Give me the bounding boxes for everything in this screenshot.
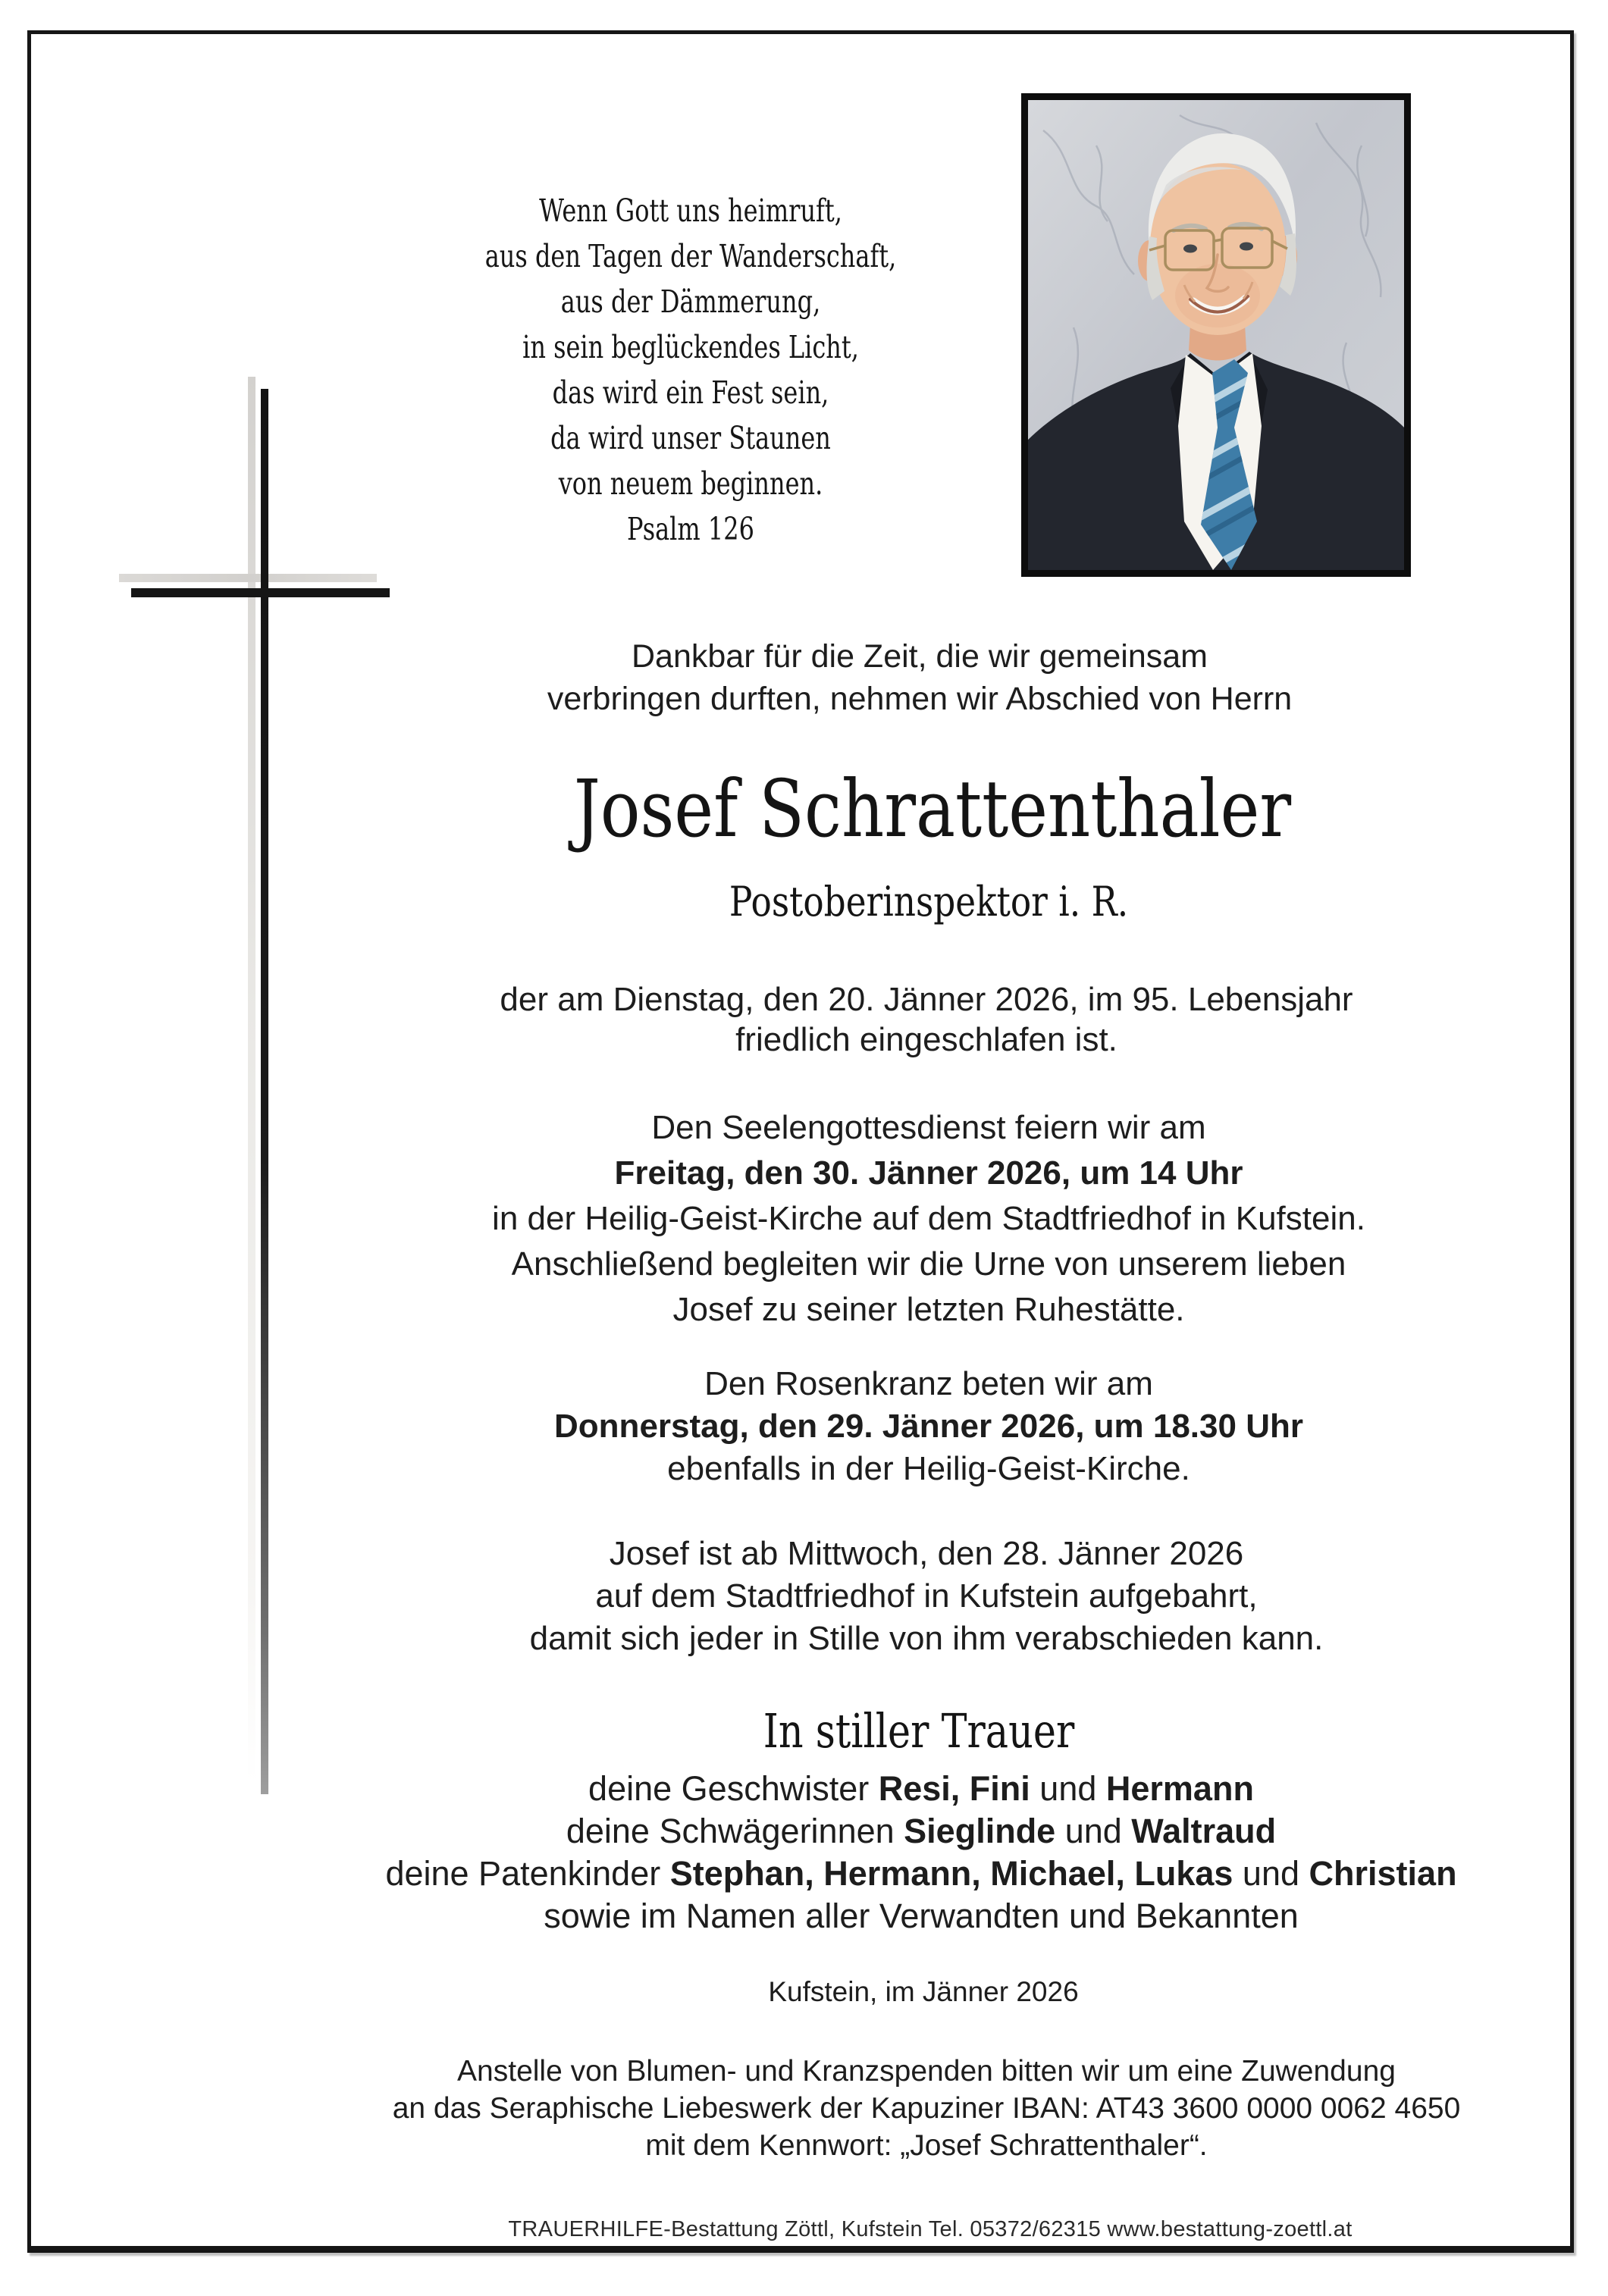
poem-line: da wird unser Staunen: [550, 420, 831, 456]
poem-line: Wenn Gott uns heimruft,: [539, 193, 842, 229]
lying-line: auf dem Stadtfriedhof in Kufstein aufgebahrt,: [595, 1577, 1258, 1615]
introduction: [547, 635, 1292, 720]
mourner-text: deine Patenkinder: [385, 1854, 670, 1893]
poem-line: in sein beglückendes Licht,: [522, 329, 859, 365]
poem-line: aus der Dämmerung,: [560, 283, 821, 320]
death-notice-line: der am Dienstag, den 20. Jänner 2026, im 95. Lebensjahr: [500, 981, 1353, 1018]
cross-horizontal-gray-bar: [119, 574, 377, 582]
relative-name: Christian: [1309, 1854, 1457, 1893]
donation-request: [393, 2053, 1461, 2164]
mourner-text: deine Geschwister: [588, 1769, 879, 1808]
portrait-photo: [1021, 93, 1411, 577]
opening-poem: [485, 188, 897, 552]
lying-line: damit sich jeder in Stille von ihm verabschieden kann.: [529, 1620, 1324, 1657]
intro-line: Dankbar für die Zeit, die wir gemeinsam: [632, 638, 1208, 675]
lying-line: Josef ist ab Mittwoch, den 28. Jänner 2026: [609, 1535, 1244, 1572]
deceased-title: Postoberinspektor i. R.: [729, 878, 1129, 926]
donation-line: mit dem Kennwort: „Josef Schrattenthaler“.: [645, 2129, 1208, 2162]
relative-name: Hermann: [1105, 1769, 1254, 1808]
mourner-text: sowie im Namen aller Verwandten und Bekannten: [544, 1897, 1299, 1935]
poem-line: von neuem beginnen.: [558, 465, 823, 502]
lying-in-state-info: [530, 1533, 1324, 1660]
service-line: Anschließend begleiten wir die Urne von unserem lieben: [511, 1245, 1346, 1283]
donation-line-iban: an das Seraphische Liebeswerk der Kapuziner IBAN: AT43 3600 0000 0062 4650: [392, 2092, 1461, 2125]
mourner-text: deine Schwägerinnen: [566, 1812, 904, 1850]
left-eye: [1183, 245, 1197, 253]
relative-name: Waltraud: [1131, 1812, 1277, 1850]
funeral-service-info: [492, 1105, 1365, 1333]
donation-line: Anstelle von Blumen- und Kranzspenden bitten wir um eine Zuwendung: [457, 2055, 1396, 2088]
service-line: in der Heilig-Geist-Kirche auf dem Stadtfriedhof in Kufstein.: [492, 1200, 1365, 1237]
mourner-line: [385, 1768, 1456, 1810]
rosary-line: ebenfalls in der Heilig-Geist-Kirche.: [667, 1450, 1190, 1487]
rosary-info: [554, 1363, 1303, 1490]
funeral-home-footer: TRAUERHILFE-Bestattung Zöttl, Kufstein Tel. 05372/62315 www.bestattung-zoettl.at: [508, 2217, 1353, 2241]
mourner-text: und: [1030, 1769, 1106, 1808]
mourner-line: [385, 1853, 1456, 1895]
cross-vertical-black-bar: [261, 389, 268, 1794]
death-notice: [500, 979, 1353, 1060]
place-date: Kufstein, im Jänner 2026: [768, 1976, 1079, 2007]
rosary-date: Donnerstag, den 29. Jänner 2026, um 18.30 Uhr: [554, 1408, 1303, 1445]
poem-line: das wird ein Fest sein,: [552, 374, 829, 411]
rosary-line: Den Rosenkranz beten wir am: [704, 1365, 1153, 1402]
mourning-family-list: [385, 1768, 1456, 1937]
poem-attribution: Psalm 126: [627, 511, 754, 547]
death-notice-line: friedlich eingeschlafen ist.: [735, 1021, 1117, 1058]
relative-name: Sieglinde: [904, 1812, 1056, 1850]
mourner-text: und: [1055, 1812, 1132, 1850]
relative-name: Resi, Fini: [878, 1769, 1030, 1808]
service-date: Freitag, den 30. Jänner 2026, um 14 Uhr: [614, 1154, 1243, 1192]
service-line: Josef zu seiner letzten Ruhestätte.: [672, 1291, 1185, 1328]
intro-line: verbringen durften, nehmen wir Abschied von Herrn: [547, 681, 1293, 717]
deceased-name: Josef Schrattenthaler: [573, 763, 1292, 855]
mourner-line: [385, 1895, 1456, 1937]
right-eye: [1240, 243, 1253, 251]
cross-horizontal-black-bar: [131, 588, 390, 597]
mourner-line: [385, 1810, 1456, 1853]
mourner-text: und: [1233, 1854, 1309, 1893]
mourning-heading: In stiller Trauer: [763, 1703, 1075, 1759]
portrait-illustration: [1028, 100, 1404, 570]
service-line: Den Seelengottesdienst feiern wir am: [651, 1109, 1206, 1146]
relative-name: Stephan, Hermann, Michael, Lukas: [669, 1854, 1233, 1893]
poem-line: aus den Tagen der Wanderschaft,: [484, 238, 897, 274]
